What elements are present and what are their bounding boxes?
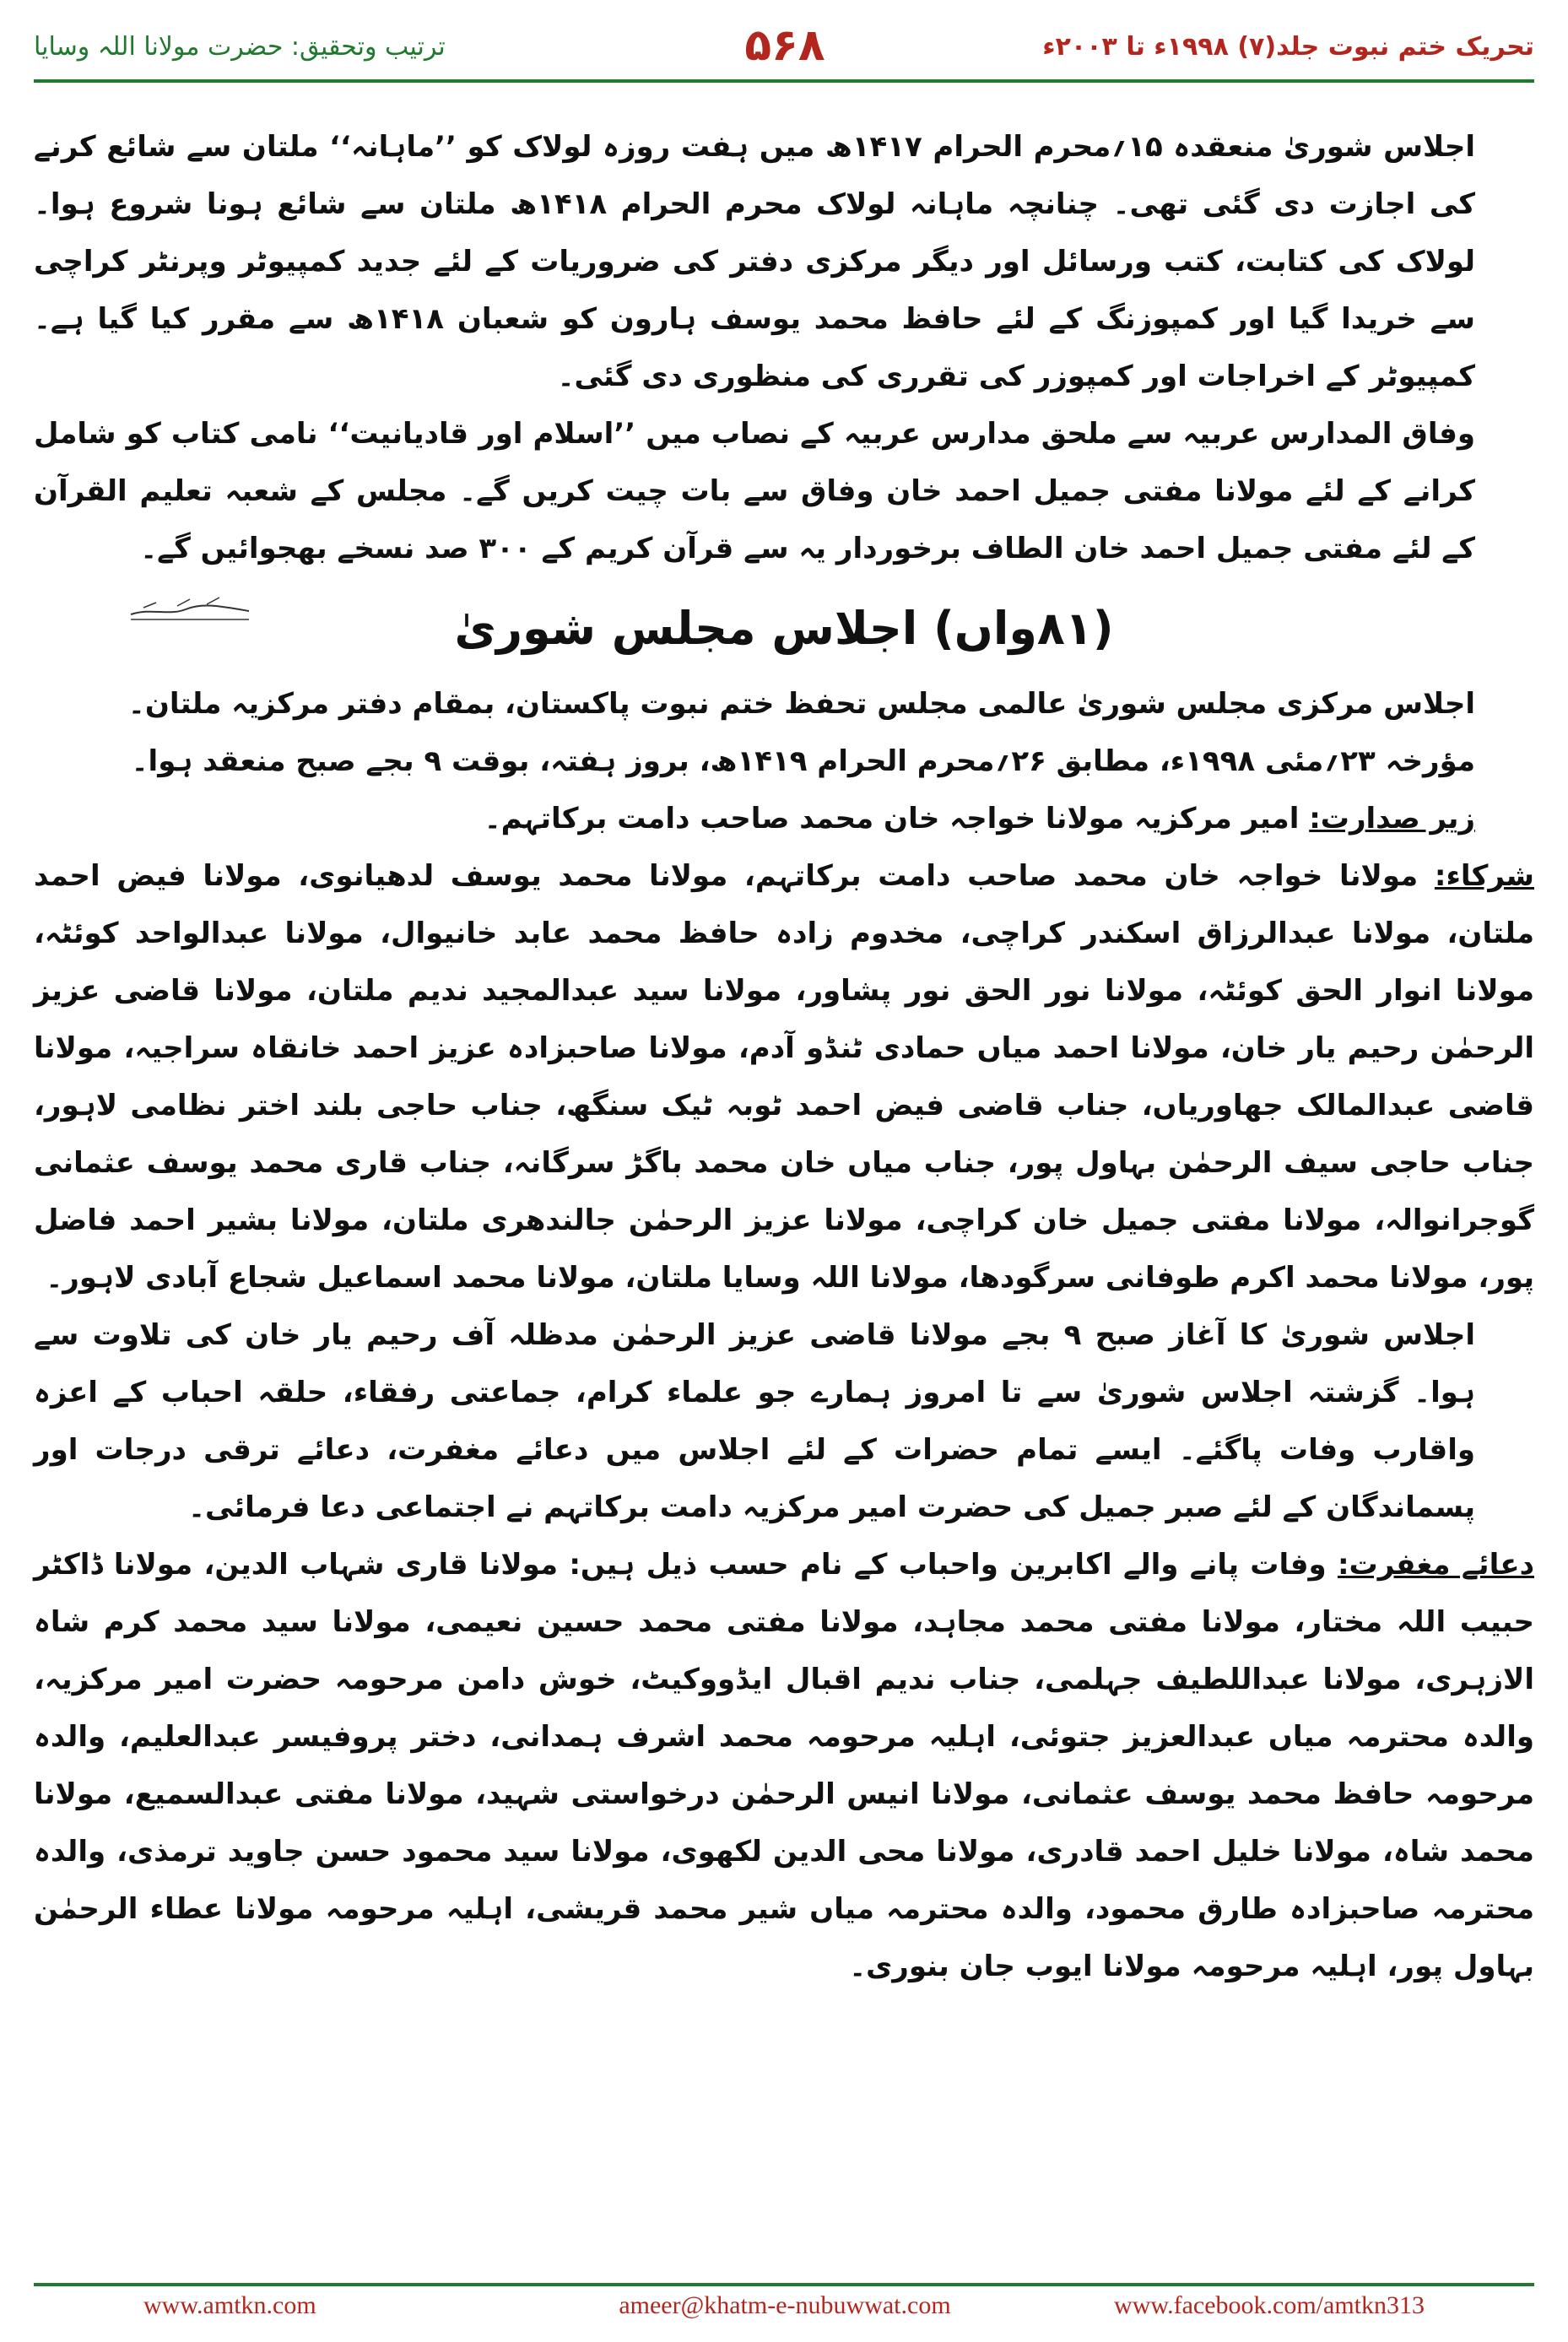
footer-website-link[interactable]: www.amtkn.com bbox=[143, 2291, 316, 2319]
paragraph-meeting-venue: اجلاس مرکزی مجلس شوریٰ عالمی مجلس تحفظ ختم نبوت پاکستان، بمقام دفتر مرکزیہ ملتان۔ bbox=[127, 687, 1475, 721]
footer-facebook-link[interactable]: www.facebook.com/amtkn313 bbox=[1114, 2291, 1425, 2319]
paragraph-wifaq-syllabus: وفاق المدارس عربیہ سے ملحق مدارس عربیہ کے نصاب میں ’’اسلام اور قادیانیت‘‘ نامی کتاب کو شامل کرانے کے لئے مولانا مفتی جمیل احمد خان وفاق سے بات چیت کریں گے۔ مجلس کے شعبہ تعلیم القرآن کے لئے مفتی جمیل احمد خان الطاف برخوردار یہ سے قرآن کریم کے ۳۰۰ صد نسخے بھجوائیں گے۔ bbox=[34, 417, 1475, 565]
paragraph-participants bbox=[34, 847, 1534, 1306]
header-book-title: تحریک ختم نبوت جلد(۷) ۱۹۹۸ء تا ۲۰۰۳ء bbox=[1042, 32, 1534, 62]
paragraph-condolences bbox=[34, 1536, 1534, 1995]
page-header bbox=[34, 20, 1534, 83]
condolence-text: وفات پانے والے اکابرین واحباب کے نام حسب ذیل ہیں: مولانا قاری شہاب الدین، مولانا ڈاکٹر حبیب اللہ مختار، مولانا مفتی محمد مجاہد، مولانا مفتی محمد حسین نعیمی، مولانا سید محمد کرم شاہ الازہری، مولانا عبداللطیف جہلمی، جناب ندیم اقبال ایڈووکیٹ، خوش دامن مرحومہ حضرت امیر مرکزیہ، والدہ محترمہ میاں عبدالعزیز جتوئی، اہلیہ مرحومہ محمد اشرف ہمدانی، دختر پروفیسر عبدالعلیم، والدہ مرحومہ حافظ محمد یوسف عثمانی، مولانا انیس الرحمٰن درخواستی شہید، مولانا مفتی عبدالسمیع، مولانا محمد شاہ، مولانا خلیل احمد قادری، مولانا محی الدین لکھوی، مولانا سید محمود حسن جاوید ترمذی، والدہ محترمہ صاحبزادہ طارق محمود، والدہ محترمہ میاں شیر محمد قریشی، اہلیہ مرحومہ مولانا عطاء الرحمٰن بہاول پور، اہلیہ مرحومہ مولانا ایوب جان بنوری۔ bbox=[34, 1548, 1534, 1983]
header-compiler-credit: ترتیب وتحقیق: حضرت مولانا اللہ وسایا bbox=[34, 32, 446, 62]
page-body bbox=[34, 118, 1534, 2228]
paragraph-presidency bbox=[34, 790, 1534, 847]
section-title: (۸۱واں) اجلاس مجلس شوریٰ bbox=[454, 602, 1114, 655]
signature-icon bbox=[127, 591, 253, 625]
page-footer bbox=[34, 2283, 1534, 2325]
page-number: ۵۶۸ bbox=[744, 20, 825, 71]
paragraph-lolaak-monthly: اجلاس شوریٰ منعقدہ ۱۵؍محرم الحرام ۱۴۱۷ھ میں ہفت روزہ لولاک کو ’’ماہانہ‘‘ ملتان سے شائع کرنے کی اجازت دی گئی تھی۔ چنانچہ ماہانہ لولاک محرم الحرام ۱۴۱۸ھ ملتان سے شائع ہونا شروع ہوا۔ لولاک کی کتابت، کتب ورسائل اور دیگر مرکزی دفتر کی ضروریات کے لئے جدید کمپیوٹر وپرنٹر کراچی سے خریدا گیا اور کمپوزنگ کے لئے حافظ محمد یوسف ہارون کو شعبان ۱۴۱۸ھ سے مقرر کیا گیا ہے۔ کمپیوٹر کے اخراجات اور کمپوزر کی تقرری کی منظوری دی گئی۔ bbox=[34, 130, 1476, 393]
participants-label: شرکاء: bbox=[1434, 859, 1534, 893]
presidency-label: زیر صدارت: bbox=[1309, 802, 1475, 836]
participants-text: مولانا خواجہ خان محمد صاحب دامت برکاتہم، مولانا محمد یوسف لدھیانوی، مولانا فیض احمد ملتان، مولانا عبدالرزاق اسکندر کراچی، مخدوم زادہ حافظ محمد عابد خانیوال، مولانا عبدالواحد کوئٹہ، مولانا انوار الحق کوئٹہ، مولانا نور الحق نور پشاور، مولانا سید عبدالمجید ندیم ملتان، مولانا قاضی عزیز الرحمٰن رحیم یار خان، مولانا احمد میاں حمادی ٹنڈو آدم، مولانا صاحبزادہ عزیز احمد خانقاہ سراجیہ، مولانا قاضی عبدالمالک جھاوریاں، جناب قاضی فیض احمد ٹوبہ ٹیک سنگھ، جناب حاجی بلند اختر نظامی لاہور، جناب حاجی سیف الرحمٰن بہاول پور، جناب میاں خان محمد باگڑ سرگانہ، جناب قاری محمد یوسف عثمانی گوجرانوالہ، مولانا مفتی جمیل خان کراچی، مولانا عزیز الرحمٰن جالندھری ملتان، مولانا بشیر احمد فاضل پور، مولانا محمد اکرم طوفانی سرگودھا، مولانا اللہ وسایا ملتان، مولانا محمد اسماعیل شجاع آبادی لاہور۔ bbox=[34, 859, 1534, 1295]
paragraph-meeting-date: مؤرخہ ۲۳؍مئی ۱۹۹۸ء، مطابق ۲۶؍محرم الحرام ۱۴۱۹ھ، بروز ہفتہ، بوقت ۹ بجے صبح منعقد ہوا۔ bbox=[131, 744, 1475, 778]
presidency-text: امیر مرکزیہ مولانا خواجہ خان محمد صاحب دامت برکاتہم۔ bbox=[484, 802, 1310, 836]
paragraph-opening-prayer: اجلاس شوریٰ کا آغاز صبح ۹ بجے مولانا قاضی عزیز الرحمٰن مدظلہ آف رحیم یار خان کی تلاوت سے ہوا۔ گزشتہ اجلاس شوریٰ سے تا امروز ہمارے جو علماء کرام، جماعتی رفقاء، حلقہ احباب کے اعزہ واقارب وفات پاگئے۔ ایسے تمام حضرات کے لئے اجلاس میں دعائے مغفرت، دعائے ترقی درجات اور پسماندگان کے لئے صبر جمیل کی حضرت امیر مرکزیہ دامت برکاتہم نے اجتماعی دعا فرمائی۔ bbox=[34, 1318, 1476, 1524]
footer-email-link[interactable]: ameer@khatm-e-nubuwwat.com bbox=[619, 2291, 951, 2319]
condolence-label: دعائے مغفرت: bbox=[1337, 1548, 1535, 1582]
